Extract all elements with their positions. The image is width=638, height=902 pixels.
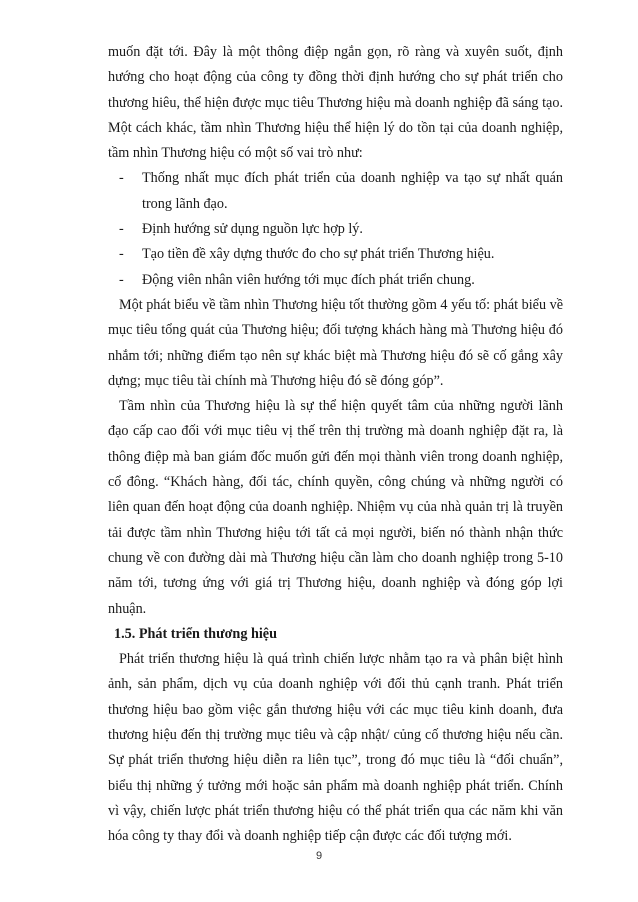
document-page — [108, 40, 563, 850]
list-item — [108, 166, 563, 217]
list-item-text: Định hướng sử dụng nguồn lực hợp lý. — [142, 221, 363, 238]
bullet-dash: - — [119, 170, 124, 187]
list-item-text: Tạo tiền đề xây dựng thước đo cho sự phát triển Thương hiệu. — [142, 246, 495, 263]
page-number: 9 — [315, 850, 323, 862]
intro-paragraph: muốn đặt tới. Đây là một thông điệp ngắn gọn, rõ ràng và xuyên suốt, định hướng cho hoạt động của công ty đồng thời định hướng cho sự phát triển cho thương hiêu, thể hiện được mục tiêu Thương hiệu mà doanh nghiệp đã sáng tạo. Một cách khác, tầm nhìn Thương hiệu thể hiện lý do tồn tại của doanh nghiệp, tầm nhìn Thương hiệu có một số vai trò như: — [108, 44, 563, 162]
statement-paragraph: Một phát biểu về tầm nhìn Thương hiệu tốt thường gồm 4 yếu tố: phát biểu về mục tiêu tổng quát của Thương hiệu; đối tượng khách hàng mà Thương hiệu đó nhắm tới; những điểm tạo nên sự khác biệt mà Thương hiệu đó sẽ cố gắng xây dựng; mục tiêu tài chính mà Thương hiệu đó sẽ đóng góp”. — [108, 296, 563, 389]
vision-paragraph: Tầm nhìn của Thương hiệu là sự thể hiện quyết tâm của những người lãnh đạo cấp cao đối với mục tiêu vị thế trên thị trường mà doanh nghiệp đặt ra, là thông điệp mà ban giám đốc muốn gửi đến mọi thành viên trong doanh nghiệp, cổ đông. “Khách hàng, đối tác, chính quyền, công chúng và những người có liên quan đến hoạt động của doanh nghiệp. Nhiệm vụ của nhà quản trị là truyền tải được tầm nhìn Thương hiệu tới tất cả mọi người, biến nó thành nhận thức chung về con đường dài mà Thương hiệu cần làm cho doanh nghiệp trong 5-10 năm tới, tương ứng với giá trị Thương hiệu, doanh nghiệp và đóng góp lợi nhuận. — [108, 398, 563, 617]
bullet-dash: - — [119, 271, 124, 288]
list-item — [108, 268, 563, 293]
list-item-text: Thống nhất mục đích phát triển của doanh nghiệp va tạo sự nhất quán trong lãnh đạo. — [142, 170, 563, 212]
list-item — [108, 217, 563, 242]
list-item — [108, 242, 563, 267]
bullet-dash: - — [119, 221, 124, 238]
development-paragraph: Phát triển thương hiệu là quá trình chiến lược nhằm tạo ra và phân biệt hình ảnh, sản phẩm, dịch vụ của doanh nghiệp với đối thủ cạnh tranh. Phát triển thương hiệu bao gồm việc gắn thương hiệu với các mục tiêu kinh doanh, đưa thương hiệu đến thị trường mục tiêu và cập nhật/ củng cố thương hiệu nếu cần. Sự phát triển thương hiệu diễn ra liên tục”, trong đó mục tiêu là “đối chuẩn”, biểu thị những ý tưởng mới hoặc sản phẩm mà doanh nghiệp phát triển. Chính vì vậy, chiến lược phát triển thương hiệu có thể phát triển qua các năm khi văn hóa công ty thay đổi và doanh nghiệp tiếp cận được các đối tượng mới. — [108, 651, 563, 845]
bullet-dash: - — [119, 246, 124, 263]
section-heading: 1.5. Phát triển thương hiệu — [114, 625, 277, 642]
list-item-text: Động viên nhân viên hướng tới mục đích phát triển chung. — [142, 271, 475, 288]
bullet-list — [108, 166, 563, 292]
